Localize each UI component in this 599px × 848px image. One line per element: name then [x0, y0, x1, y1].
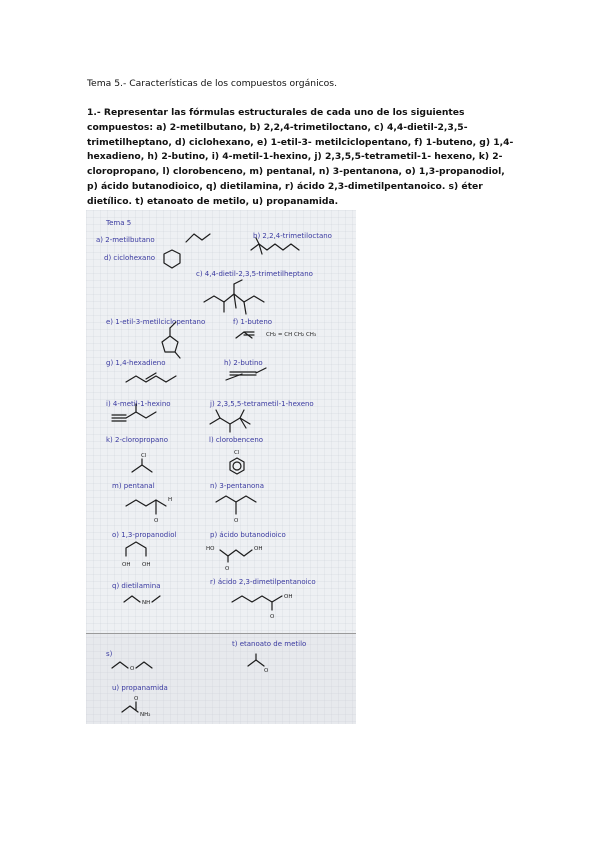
- formula-f: CH₂ = CH CH₂ CH₃: [266, 332, 317, 338]
- label-b: b) 2,2,4-trimetiloctano: [253, 232, 332, 240]
- atom-cl-k: Cl: [141, 453, 147, 459]
- notebook-photo-drawing: [86, 210, 356, 724]
- label-a: a) 2-metilbutano: [96, 236, 155, 244]
- label-t: t) etanoato de metilo: [232, 640, 307, 648]
- label-l: l) clorobenceno: [209, 436, 264, 444]
- atom-o-p: O: [225, 566, 230, 572]
- label-j: j) 2,3,5,5-tetrametil-1-hexeno: [210, 400, 314, 408]
- atom-o-s: O: [130, 666, 135, 672]
- label-k: k) 2-cloropropano: [106, 436, 168, 444]
- atom-nh-q: NH: [142, 600, 151, 606]
- atom-o-m: O: [154, 518, 159, 524]
- label-h: h) 2-butino: [224, 359, 263, 367]
- label-n: n) 3-pentanona: [210, 482, 265, 490]
- exercise-statement: 1.- Representar las fórmulas estructurales de cada uno de los siguientes compuestos: a) 2-metilbutano, b) 2,2,4-trimetiloctano, c) 4,4-dietil-2,3,5-trimetilheptano, d) ciclohexano, e) 1-etil-3- metilciclopentano, f) 1-buteno, g) 1,4-hexadieno, h) 2-butino, i) 4-metil-1-hexino, j) 2,3,5,5-tetrametil-1- hexeno, k) 2-cloropropano, l) clorobenceno, m) pentanal, n) 3-pentanona, o) 1,3-propanodiol, p) ácido butanodioico, q) dietilamina, r) ácido 2,3-dimetilpentanoico. s) éter dietílico. t) etanoato de metilo, u) propanamida.: [87, 107, 514, 207]
- label-d: d) ciclohexano: [104, 254, 156, 262]
- atom-o-r: O: [270, 614, 275, 620]
- notebook-photo: [86, 210, 356, 724]
- label-c: c) 4,4-dietil-2,3,5-trimetilheptano: [196, 270, 313, 278]
- label-i: i) 4-metil-1-hexino: [106, 400, 171, 408]
- label-p: p) ácido butanodioico: [210, 531, 286, 539]
- atom-nh2-u: NH₂: [140, 712, 151, 718]
- atom-cl-l: Cl: [234, 450, 240, 456]
- label-q: q) dietilamina: [112, 582, 161, 590]
- label-m: m) pentanal: [112, 482, 155, 490]
- atom-oh-r: OH: [284, 594, 293, 600]
- label-r: r) ácido 2,3-dimetilpentanoico: [210, 578, 316, 586]
- atom-h-m: H: [168, 497, 173, 503]
- label-s: s): [106, 650, 113, 658]
- atom-o-t: O: [264, 668, 269, 674]
- label-u: u) propanamida: [112, 684, 168, 692]
- label-g: g) 1,4-hexadieno: [106, 359, 166, 367]
- atom-o-u: O: [134, 696, 139, 702]
- label-f: f) 1-buteno: [233, 318, 273, 326]
- atom-oh-p: OH: [254, 546, 263, 552]
- label-e: e) 1-etil-3-metilciclopentano: [106, 318, 206, 326]
- atom-ho-p: HO: [206, 546, 215, 552]
- atom-oh-o-1: OH: [122, 562, 131, 568]
- atom-o-n: O: [234, 518, 239, 524]
- document-title: Tema 5.- Características de los compuestos orgánicos.: [87, 78, 338, 89]
- label-o: o) 1,3-propanodiol: [112, 531, 177, 539]
- notebook-header: Tema 5: [106, 219, 132, 227]
- atom-oh-o-2: OH: [142, 562, 151, 568]
